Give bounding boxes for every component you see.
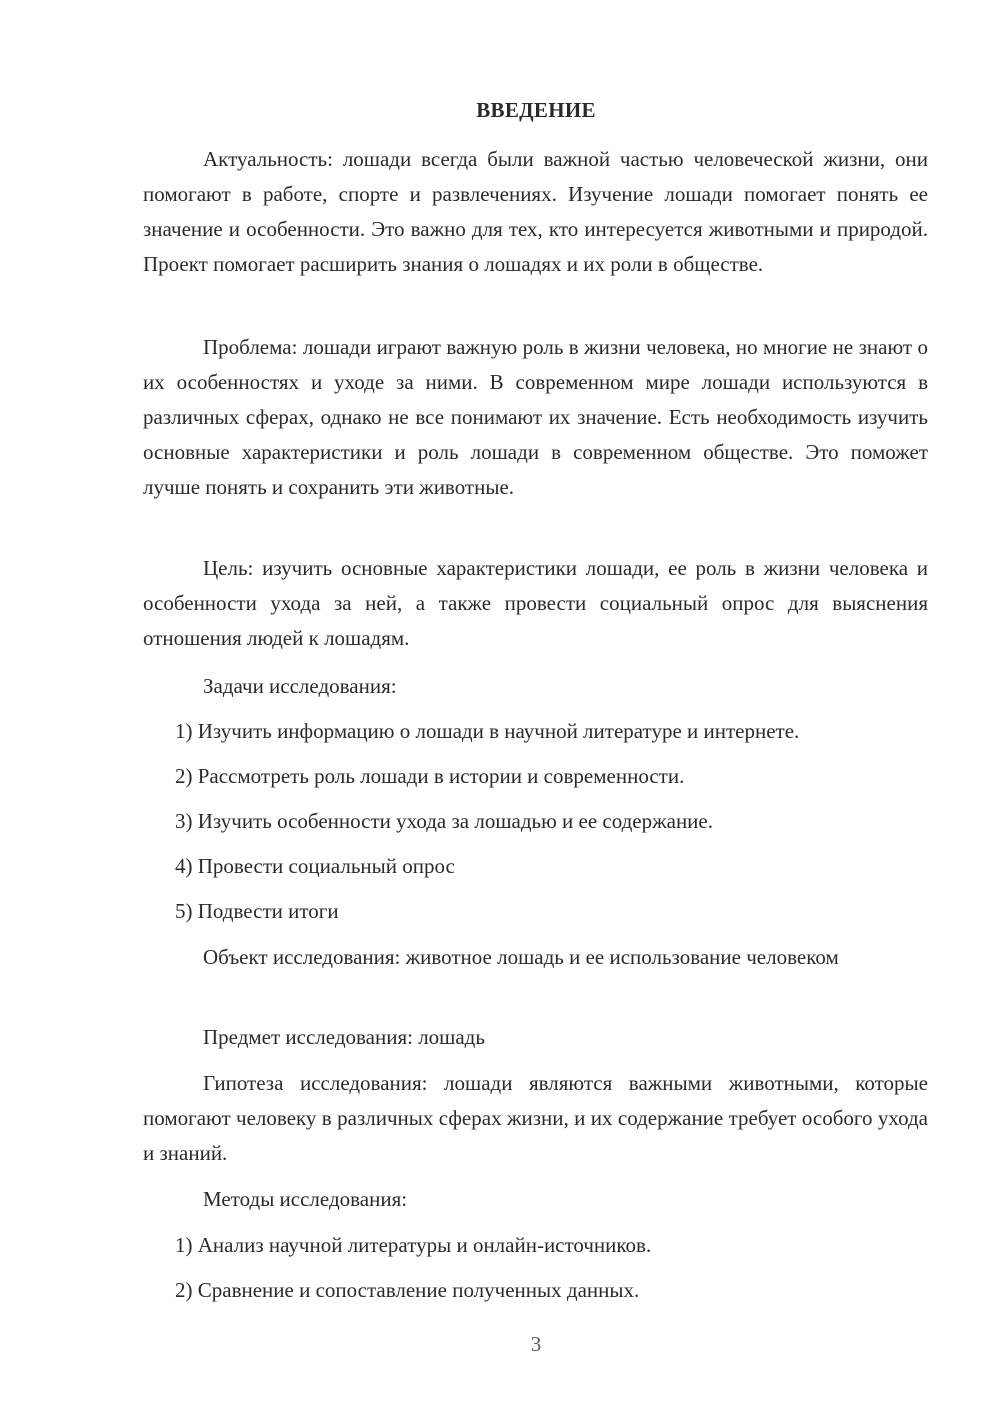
task-item: 5) Подвести итоги <box>175 899 339 923</box>
page-title: ВВЕДЕНИЕ <box>476 98 596 122</box>
method-item: 2) Сравнение и сопоставление полученных данных. <box>175 1278 640 1302</box>
goal-paragraph: Цель: изучить основные характеристики лошади, ее роль в жизни человека и особенности ухода за ней, а также провести социальный опрос для выяснения отношения людей к лошадям. <box>143 556 928 650</box>
methods-heading: Методы исследования: <box>203 1187 408 1211</box>
problem-paragraph: Проблема: лошади играют важную роль в жизни человека, но многие не знают о их особенностях и уходе за ними. В современном мире лошади используются в различных сферах, однако не все понимают их значение. Есть необходимость изучить основные характеристики и роль лошади в современном обществе. Это поможет лучше понять и сохранить эти животные. <box>143 335 928 499</box>
task-item: 3) Изучить особенности ухода за лошадью и ее содержание. <box>175 809 713 833</box>
method-item: 1) Анализ научной литературы и онлайн-источников. <box>175 1233 652 1257</box>
subject-paragraph: Предмет исследования: лошадь <box>203 1025 485 1049</box>
page-number: 3 <box>530 1332 542 1356</box>
relevance-paragraph: Актуальность: лошади всегда были важной частью человеческой жизни, они помогают в работе, спорте и развлечениях. Изучение лошади помогает понять ее значение и особенности. Это важно для тех, кто интересуется животными и природой. Проект помогает расширить знания о лошадях и их роли в обществе. <box>143 147 928 276</box>
object-paragraph: Объект исследования: животное лошадь и ее использование человеком <box>203 945 839 969</box>
task-item: 1) Изучить информацию о лошади в научной литературе и интернете. <box>175 719 800 743</box>
hypothesis-paragraph: Гипотеза исследования: лошади являются важными животными, которые помогают человеку в различных сферах жизни, и их содержание требует особого ухода и знаний. <box>143 1071 928 1165</box>
task-item: 2) Рассмотреть роль лошади в истории и современности. <box>175 764 685 788</box>
task-item: 4) Провести социальный опрос <box>175 854 455 878</box>
tasks-heading: Задачи исследования: <box>203 674 397 698</box>
